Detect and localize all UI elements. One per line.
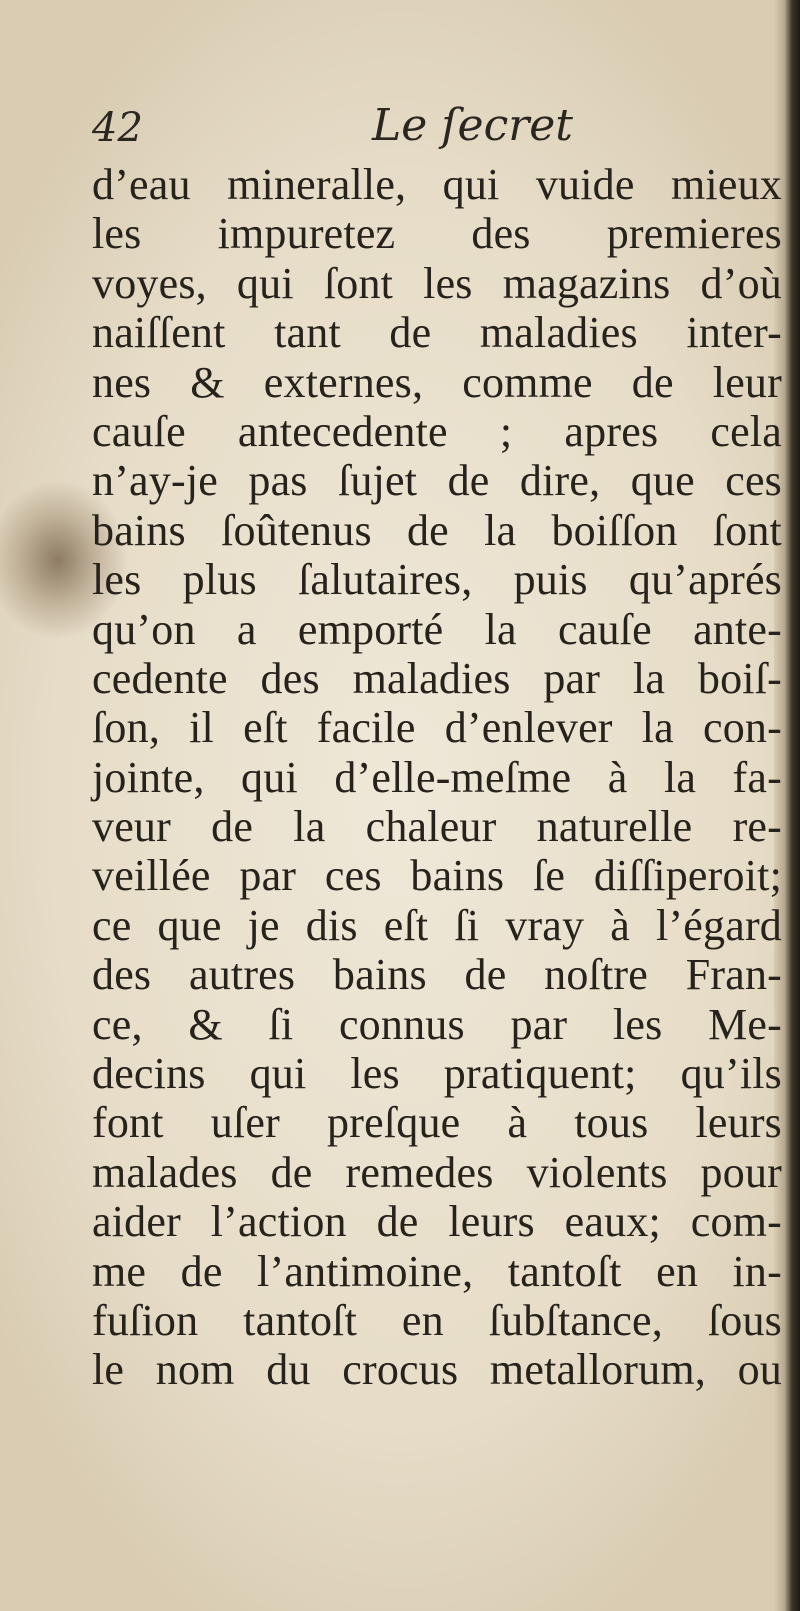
text-line: fuſion tantoſt en ſubſtance, ſous	[92, 1295, 782, 1345]
text-line: decins qui les pratiquent; qu’ils	[92, 1049, 782, 1099]
text-line: jointe, qui d’elle-meſme à la fa-	[92, 752, 782, 802]
text-line: ce que je dis eſt ſi vray à l’égard	[92, 900, 782, 950]
text-line: qu’on a emporté la cauſe ante-	[92, 604, 782, 654]
text-line: le nom du crocus metallorum, ou	[92, 1345, 782, 1395]
text-line: veillée par ces bains ſe diſſiperoit;	[92, 851, 782, 901]
text-line: naiſſent tant de maladies inter-	[92, 308, 782, 358]
text-line: cauſe antecedente ; apres cela	[92, 406, 782, 456]
text-line: me de l’antimoine, tantoſt en in-	[92, 1246, 782, 1296]
running-head: Le ſecret	[372, 100, 573, 151]
text-line: aider l’action de leurs eaux; com-	[92, 1197, 782, 1247]
text-line: veur de la chaleur naturelle re-	[92, 802, 782, 852]
page-header	[92, 95, 692, 155]
text-line: voyes, qui ſont les magazins d’où	[92, 258, 782, 308]
text-line: n’ay-je pas ſujet de dire, que ces	[92, 456, 782, 506]
text-line: bains ſoûtenus de la boiſſon ſont	[92, 505, 782, 555]
text-line: malades de remedes violents pour	[92, 1147, 782, 1197]
text-line: d’eau mineralle, qui vuide mieux	[92, 160, 782, 209]
page-number: 42	[92, 105, 143, 151]
body-text	[92, 160, 782, 1395]
text-line: les impuretez des premieres	[92, 209, 782, 259]
text-line: les plus ſalutaires, puis qu’aprés	[92, 555, 782, 605]
text-line: cedente des maladies par la boiſ-	[92, 653, 782, 703]
text-line: des autres bains de noſtre Fran-	[92, 950, 782, 1000]
text-line: nes & externes, comme de leur	[92, 357, 782, 407]
text-line: ce, & ſi connus par les Me-	[92, 999, 782, 1049]
text-line: font uſer preſque à tous leurs	[92, 1098, 782, 1148]
text-line: ſon, il eſt facile d’enlever la con-	[92, 703, 782, 753]
